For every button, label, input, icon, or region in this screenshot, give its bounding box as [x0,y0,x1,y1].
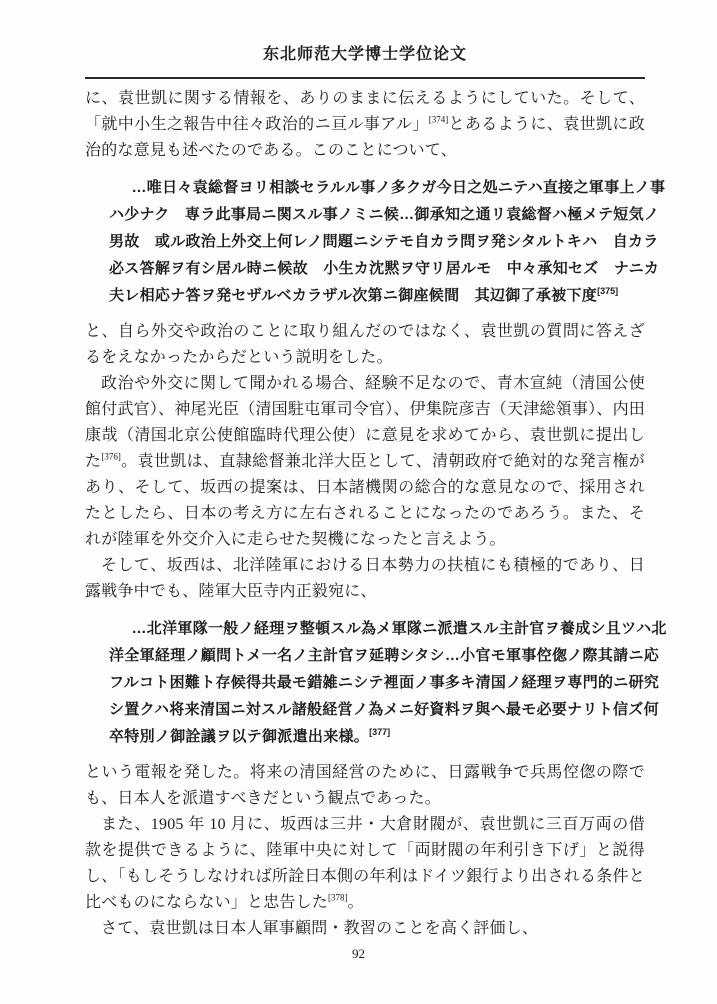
quote-2-line-3: フルコト困難ト存候得共最モ錯雑ニシテ裡面ノ事多キ清国ノ経理ヲ専門的ニ研究 [109,674,660,691]
paragraph-3 [85,371,645,553]
quote-2-line-2: 洋全軍経理ノ顧問トメ一名ノ主計官ヲ延聘シタシ…小官モ軍事倥偬ノ際其請ニ応 [109,647,660,664]
quote-1-line-3: 男故 或ル政治上外交上何レノ問題ニシテモ自カラ問ヲ発シタルトキハ 自カラ [109,233,659,250]
quote-2-line-1: …北洋軍隊一般ノ経理ヲ整頓スル為メ軍隊ニ派遣スル主計官ヲ養成シ且ツハ北 [131,620,667,637]
quote-2-line-4: シ置クハ将来清国ニ対スル諸般経営ノ為メニ好資料ヲ與ヘ最モ必要ナリト信ズ何 [109,701,659,718]
page-number: 92 [352,946,365,961]
quote-1-line-1: …唯日々袁総督ヨリ相談セラルル事ノ多クガ今日之処ニテハ直接之軍事上ノ事 [131,179,666,196]
running-header [85,44,645,79]
running-header-title: 东北师范大学博士学位论文 [262,46,467,63]
paragraph-6 [85,812,645,916]
paragraph-2: と、自ら外交や政治のことに取り組んだのではなく、袁世凱の質問に答えざるをえなかったからだという説明をした。 [85,323,645,366]
page-footer [0,946,717,962]
block-quote-1 [109,174,666,309]
header-divider [85,77,645,79]
paragraph-1 [85,86,645,164]
quote-1-line-5-text: 夫レ相応ナ答ヲ発セザルベカラザル次第ニ御座候間 其辺御了承被下度 [109,287,598,304]
paragraph-3-text-a: 政治や外交に関して聞かれる場合、経験不足なので、青木宣純（清国公使館付武官）、神尾光臣（清国駐屯軍司令官）、伊集院彦吉（天津総領事）、内田康哉（清国北京公使館臨時代理公使）に意見を求めてから、袁世凱に提出した [85,375,645,470]
footnote-ref-374: [374] [428,114,449,125]
page-content [85,44,667,942]
footnote-ref-375: [375] [597,286,619,296]
quote-2-line-5 [109,723,623,750]
paragraph-5: という電報を発した。将来の清国経営のために、日露戦争で兵馬倥偬の際でも、日本人を派遣すべきだという観点であった。 [85,764,645,807]
paragraph-4: そして、坂西は、北洋陸軍における日本勢力の扶植にも積極的であり、日露戦争中でも、陸軍大臣寺内正毅宛に、 [85,557,645,600]
footnote-ref-377: [377] [369,727,391,737]
paragraph-7: さて、袁世凱は日本人軍事顧問・教習のことを高く評価し、 [101,920,539,937]
paragraph-1-text-b: とあるように、袁世凱に政治的な意見も述べたのである。このことについて、 [85,116,645,159]
quote-2-line-5-text: 卒特別ノ御詮議ヲ以テ御派遣出来様。 [109,728,370,745]
paragraph-6-text-a: また、1905 年 10 月に、坂西は三井・大倉財閥が、袁世凱に三百万両の借款を提供できるように、陸軍中央に対して「両財閥の年利引き下げ」と説得し、「もしそうしなければ所詮日本側の年利はドイツ銀行より出される条件と比べものにならない」と忠告した [85,816,645,911]
footnote-ref-378: [378] [328,892,348,903]
paragraph-6-text-b: 。 [347,894,364,911]
paragraph-1-text-a: に、袁世凱に関する情報を、ありのままに伝えるようにしていた。そして、「就中小生之報告中往々政治的ニ亘ル事アル」 [85,90,645,133]
page-body [85,86,667,942]
quote-1-line-4: 必ス答解ヲ有シ居ル時ニ候故 小生カ沈黙ヲ守リ居ルモ 中々承知セズ ナニカ [109,260,660,277]
block-quote-2 [109,615,667,750]
quote-1-line-2: ハ少ナク 専ラ此事局ニ関スル事ノミニ候…御承知之通リ袁総督ハ極メテ短気ノ [109,206,660,223]
quote-1-line-5 [109,282,623,309]
footnote-ref-376: [376] [101,451,121,462]
paragraph-3-text-b: 。袁世凱は、直隷総督兼北洋大臣として、清朝政府で絶対的な発言権があり、そして、坂西の提案は、日本諸機関の総合的な意見なので、採用されたとしたら、日本の考え方に左右されることになったのであろう。また、それが陸軍を外交介入に走らせた契機になったと言えよう。 [85,453,645,548]
